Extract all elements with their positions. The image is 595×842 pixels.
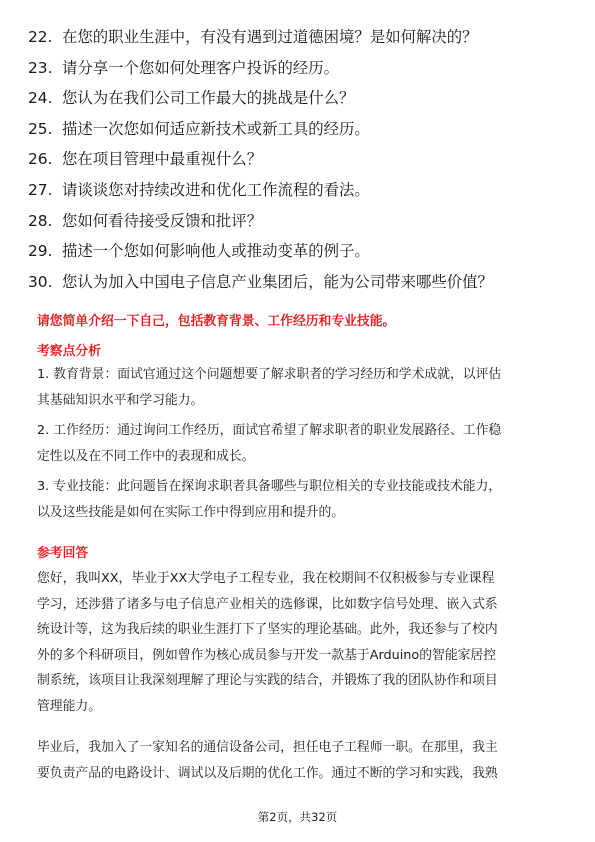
analysis-line: 3. 专业技能：此问题旨在探询求职者具备哪些与职位相关的专业技能或技术能力，	[37, 479, 502, 494]
analysis-line: 其基础知识水平和学习能力。	[37, 392, 204, 408]
interview-question-heading: 请您简单介绍一下自己，包括教育背景、工作经历和专业技能。	[37, 314, 396, 329]
question-text: 描述一个您如何影响他人或推动变革的例子。	[62, 242, 370, 261]
answer-line: 您好，我叫XX，毕业于XX大学电子工程专业，我在校期间不仅积极参与专业课程	[37, 571, 495, 586]
answer-line: 管理能力。	[37, 698, 101, 714]
question-text: 在您的职业生涯中，有没有遇到过道德困境？是如何解决的？	[62, 28, 478, 46]
analysis-section-title: 考察点分析	[37, 344, 101, 359]
question-number: 24.	[28, 89, 53, 108]
analysis-item	[37, 418, 559, 469]
answer-section-title: 参考回答	[37, 546, 89, 561]
question-item	[28, 83, 568, 114]
answer-line: 要负责产品的电路设计、调试以及后期的优化工作。通过不断的学习和实践，我熟	[37, 765, 498, 781]
question-number: 27.	[28, 180, 53, 199]
question-item	[28, 22, 568, 53]
question-text: 您如何看待接受反馈和批评？	[62, 211, 263, 230]
analysis-item	[37, 474, 559, 525]
page-number-footer: 第2页，共32页	[257, 810, 338, 824]
question-number: 22.	[28, 28, 53, 46]
analysis-line: 以及这些技能是如何在实际工作中得到应用和提升的。	[37, 504, 345, 520]
question-text: 描述一次您如何适应新技术或新工具的经历。	[62, 119, 370, 138]
question-item	[28, 206, 568, 237]
question-item	[28, 53, 568, 84]
question-list	[28, 22, 568, 297]
question-number: 26.	[28, 150, 53, 169]
question-item	[28, 144, 568, 175]
analysis-item	[37, 362, 559, 413]
answer-paragraph	[37, 566, 559, 719]
question-item	[28, 267, 568, 298]
question-text: 请分享一个您如何处理客户投诉的经历。	[62, 58, 340, 77]
analysis-line: 1. 教育背景：面试官通过这个问题想要了解求职者的学习经历和学术成就，以评估	[37, 367, 502, 382]
answer-line: 外的多个科研项目，例如曾作为核心成员参与开发一款基于Arduino的智能家居控	[37, 647, 497, 663]
answer-paragraph	[37, 735, 559, 786]
answer-line: 制系统，该项目让我深刻理解了理论与实践的结合，并锻炼了我的团队协作和项目	[37, 673, 498, 688]
question-item	[28, 236, 568, 267]
question-text: 请谈谈您对持续改进和优化工作流程的看法。	[62, 180, 370, 199]
question-text: 您认为在我们公司工作最大的挑战是什么？	[62, 89, 355, 108]
answer-line: 学习，还涉猎了诸多与电子信息产业相关的选修课，比如数字信号处理、嵌入式系	[37, 596, 498, 612]
question-number: 23.	[28, 58, 53, 77]
question-item	[28, 114, 568, 145]
question-text: 您认为加入中国电子信息产业集团后，能为公司带来哪些价值？	[62, 272, 493, 291]
question-number: 29.	[28, 242, 53, 261]
question-item	[28, 175, 568, 206]
analysis-line: 2. 工作经历：通过询问工作经历，面试官希望了解求职者的职业发展路径、工作稳	[37, 423, 502, 438]
analysis-line: 定性以及在不同工作中的表现和成长。	[37, 448, 255, 464]
question-number: 25.	[28, 119, 53, 138]
question-text: 您在项目管理中最重视什么？	[62, 150, 263, 169]
answer-line: 毕业后，我加入了一家知名的通信设备公司，担任电子工程师一职。在那里，我主	[37, 740, 498, 755]
question-number: 28.	[28, 211, 53, 230]
question-number: 30.	[28, 272, 53, 291]
answer-line: 统设计等，这为我后续的职业生涯打下了坚实的理论基础。此外，我还参与了校内	[37, 622, 498, 637]
